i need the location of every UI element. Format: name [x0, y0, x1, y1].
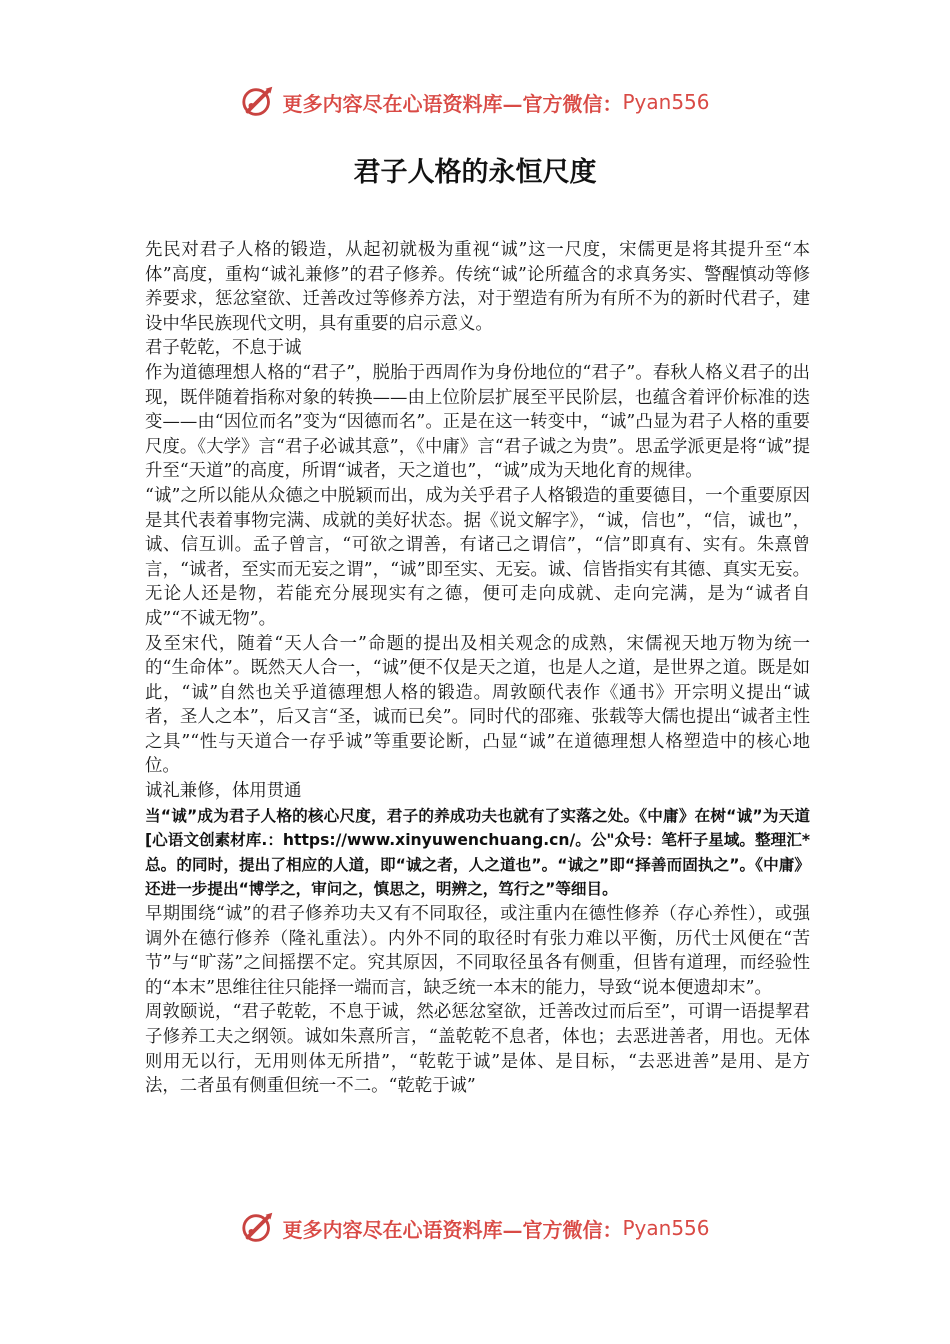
- section-heading: 诚礼兼修，体用贯通: [145, 781, 302, 802]
- xinyu-logo-icon: [240, 1209, 278, 1247]
- paragraph: 及至宋代，随着“天人合一”命题的提出及相关观念的成熟，宋儒视天地万物为统一的“生命体”。既然天人合一，“诚”便不仅是天之道，也是人之道，是世界之道。既是如此，“诚”自然也关乎道德理想人格的锻造。周敦颐代表作《通书》开宗明义提出“诚者，圣人之本”，后又言“圣，诚而已矣”。同时代的邵雍、张载等大儒也提出“诚者主性之具”“性与天道合一存乎诚”等重要论断，凸显“诚”在道德理想人格塑造中的核心地位。: [145, 633, 810, 777]
- banner-wechat-id: Pyan556: [622, 90, 710, 114]
- footer-watermark-banner: [0, 1206, 950, 1250]
- banner-wechat-id: Pyan556: [622, 1216, 710, 1240]
- banner-text: 更多内容尽在心语资料库—官方微信：: [282, 91, 623, 116]
- banner-text: 更多内容尽在心语资料库—官方微信：: [282, 1217, 623, 1242]
- paragraph: 周敦颐说，“君子乾乾，不息于诚，然必惩忿窒欲，迁善改过而后至”，可谓一语提挈君子修养工夫之纲领。诚如朱熹所言，“盖乾乾不息者，体也；去恶进善者，用也。无体则用无以行，无用则体无所措”，“乾乾于诚”是体、是目标，“去恶进善”是用、是方法，二者虽有侧重但统一不二。“乾乾于诚”: [145, 1002, 810, 1097]
- paragraph: 先民对君子人格的锻造，从起初就极为重视“诚”这一尺度，宋儒更是将其提升至“本体”高度，重构“诚礼兼修”的君子修养。传统“诚”论所蕴含的求真务实、警醒慎动等修养要求，惩忿窒欲、迁善改过等修养方法，对于塑造有所为有所不为的新时代君子，建设中华民族现代文明，具有重要的启示意义。: [145, 240, 810, 334]
- xinyu-logo-icon: [240, 83, 278, 121]
- document-body: [145, 238, 810, 1099]
- document-title: 君子人格的永恒尺度: [353, 157, 597, 188]
- paragraph: “诚”之所以能从众德之中脱颖而出，成为关乎君子人格锻造的重要德目，一个重要原因是其代表着事物完满、成就的美好状态。据《说文解字》，“诚，信也”，“信，诚也”，诚、信互训。孟子曾言，“可欲之谓善，有诸己之谓信”，“信”即真有、实有。朱熹曾言，“诚者，至实而无妄之谓”，“诚”即至实、无妄。诚、信皆指实有其德、真实无妄。无论人还是物，若能充分展现实有之德，便可走向成就、走向完满，是为“诚者自成”“不诚无物”。: [145, 485, 810, 629]
- paragraph: 早期围绕“诚”的君子修养功夫又有不同取径，或注重内在德性修养（存心养性），或强调外在德行修养（隆礼重法）。内外不同的取径时有张力难以平衡，历代士风便在“苦节”与“旷荡”之间摇摆不定。究其原因，不同取径虽各有侧重，但皆有道理，而经验性的“本末”思维往往只能择一端而言，缺乏统一本末的能力，导致“说本便遗却末”。: [145, 904, 810, 998]
- paragraph: 作为道德理想人格的“君子”，脱胎于西周作为身份地位的“君子”。春秋人格义君子的出现，既伴随着指称对象的转换——由上位阶层扩展至平民阶层，也蕴含着评价标准的迭变——由“因位而名”变为“因德而名”。正是在这一转变中，“诚”凸显为君子人格的重要尺度。《大学》言“君子必诚其意”，《中庸》言“君子诚之为贵”。思孟学派更是将“诚”提升至“天道”的高度，所谓“诚者，天之道也”，“诚”成为天地化育的规律。: [145, 362, 810, 482]
- section-heading: 君子乾乾，不息于诚: [145, 338, 302, 359]
- header-watermark-banner: [0, 80, 950, 124]
- paragraph: 当“诚”成为君子人格的核心尺度，君子的养成功夫也就有了实落之处。《中庸》在树“诚”为天道[心语文创素材库.：https://www.xinyuwenchuang.cn/。公"众号：笔杆子星域。整理汇*总。的同时，提出了相应的人道，即“诚之者，人之道也”。“诚之”即“择善而固执之”。《中庸》还进一步提出“博学之，审问之，慎思之，明辨之，笃行之”等细目。: [145, 806, 810, 899]
